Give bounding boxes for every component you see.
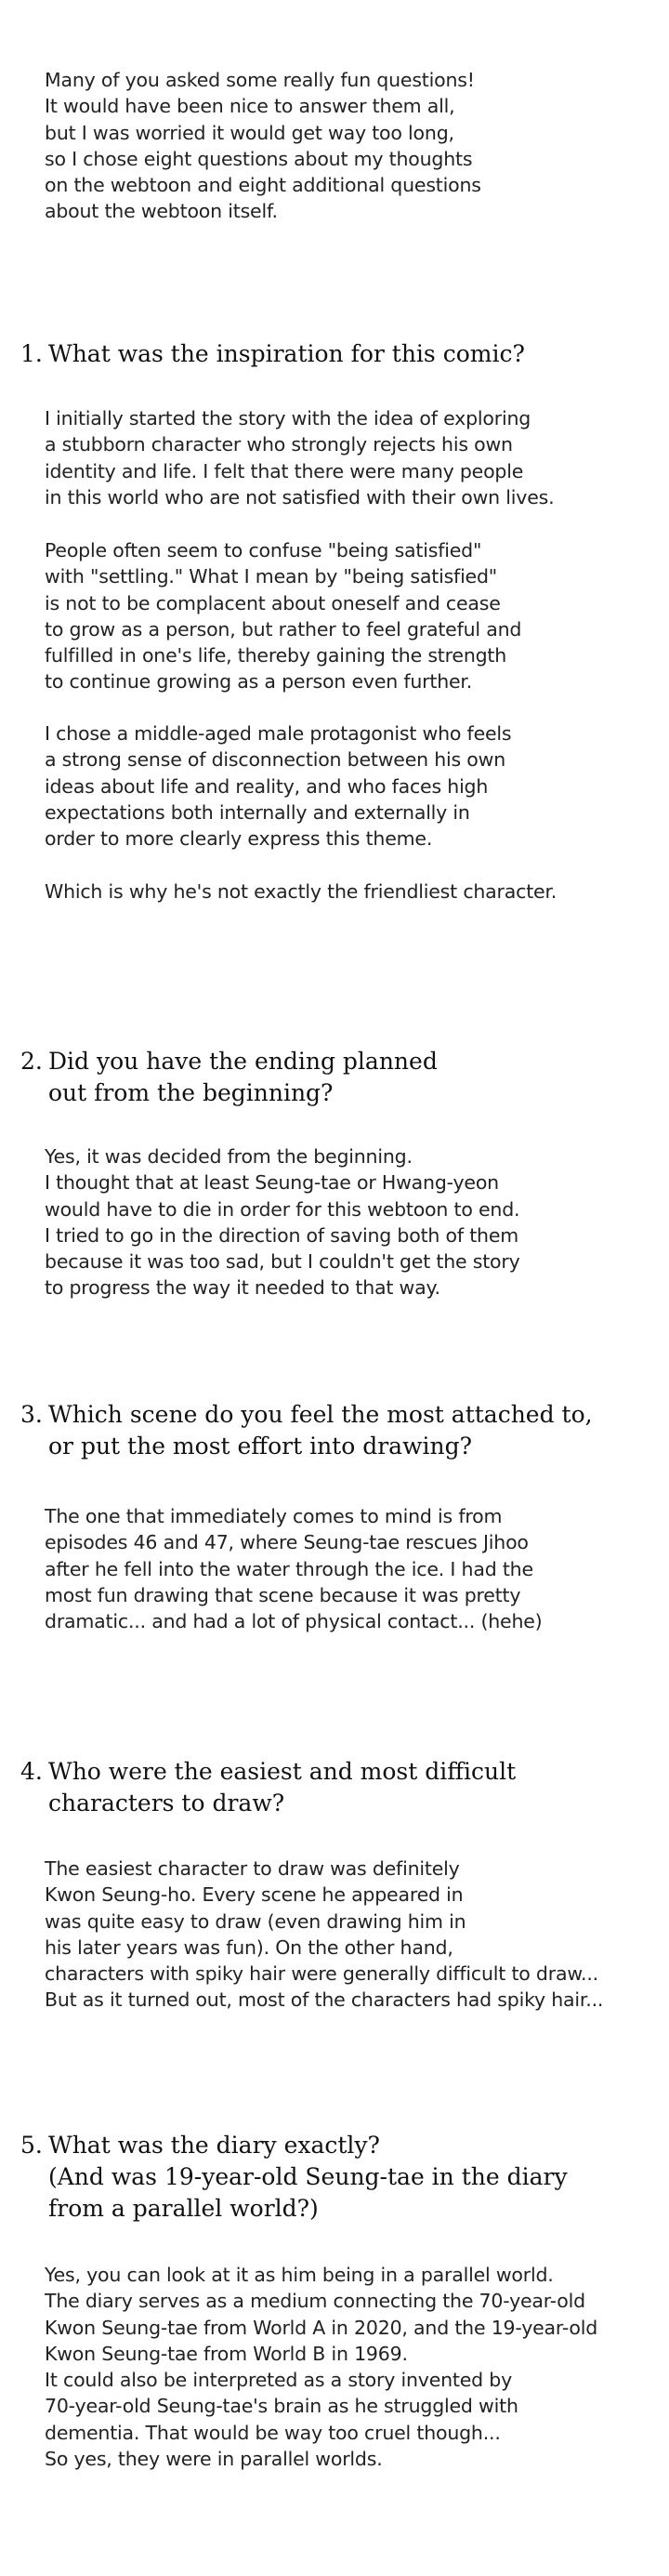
question-4-heading xyxy=(20,1756,516,1819)
question-number: 4. xyxy=(20,1758,43,1785)
answer-paragraph: The one that immediately comes to mind is from episodes 46 and 47, where Seung-tae rescues Jihoo after he fell into the water through the ice. I had the most fun drawing that scene because it was pretty dramatic... and had a lot of physical contact... (hehe) xyxy=(45,1505,543,1633)
question-title: Who were the easiest and most difficult characters to draw? xyxy=(48,1758,517,1816)
question-5-heading xyxy=(20,2130,568,2225)
question-3-heading xyxy=(20,1399,593,1462)
answer-paragraph: Yes, you can look at it as him being in a parallel world. The diary serves as a medium connecting the 70-year-old Kwon Seung-tae from World A in 2020, and the 19-year-old Kwon Seung-tae from World B in 1969. It could also be interpreted as a story invented by 70-year-old Seung-tae's brain as he struggled with dementia. That would be way too cruel though... So yes, they were in parallel worlds. xyxy=(45,2264,598,2471)
intro-paragraph: Many of you asked some really fun questions! It would have been nice to answer them all, but I was worried it would get way too long, so I chose eight questions about my thoughts on the webtoon and eight additional questions about the webtoon itself. xyxy=(45,69,481,223)
question-2-heading xyxy=(20,1046,438,1109)
question-1-heading xyxy=(20,338,525,370)
answer-paragraph: People often seem to confuse "being satisfied" with "settling." What I mean by "being satisfied" is not to be complacent about oneself and cease to grow as a person, but rather to feel grateful and fulfilled in one's life, thereby gaining the strength to continue growing as a person even further. xyxy=(45,539,522,694)
answer-paragraph: I chose a middle-aged male protagonist who feels a strong sense of disconnection between his own ideas about life and reality, and who faces high expectations both internally and externally in order to more clearly express this theme. xyxy=(45,722,512,851)
answer-paragraph: Yes, it was decided from the beginning. I thought that at least Seung-tae or Hwang-yeon would have to die in order for this webtoon to end. I tried to go in the direction of saving both of them because it was too sad, but I couldn't get the story to progress the way it needed to that way. xyxy=(45,1145,520,1300)
answer-paragraph: Which is why he's not exactly the friendliest character. xyxy=(45,880,558,903)
answer-paragraph: The easiest character to draw was definitely Kwon Seung-ho. Every scene he appeared in was quite easy to draw (even drawing him in his later years was fun). On the other hand, characters with spiky hair were generally difficult to draw... But as it turned out, most of the characters had spiky hair... xyxy=(45,1857,604,2012)
question-number: 5. xyxy=(20,2132,43,2159)
question-title: What was the inspiration for this comic? xyxy=(48,340,525,367)
question-title: Which scene do you feel the most attached to, or put the most effort into drawing? xyxy=(48,1401,593,1460)
question-number: 2. xyxy=(20,1048,43,1075)
question-title: What was the diary exactly? (And was 19-year-old Seung-tae in the diary from a parallel world?) xyxy=(48,2132,568,2222)
question-number: 3. xyxy=(20,1401,43,1428)
question-number: 1. xyxy=(20,340,43,367)
question-title: Did you have the ending planned out from the beginning? xyxy=(48,1048,438,1106)
answer-paragraph: I initially started the story with the idea of exploring a stubborn character who strongly rejects his own identity and life. I felt that there were many people in this world who are not satisfied with their own lives. xyxy=(45,407,555,509)
